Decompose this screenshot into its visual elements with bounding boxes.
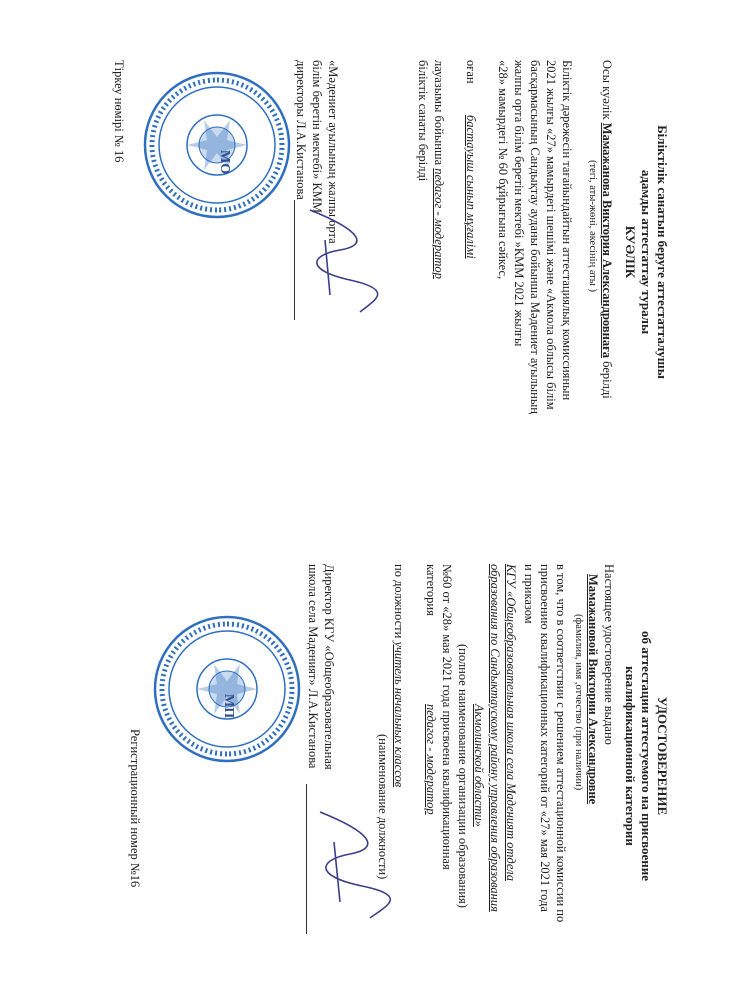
kazakh-issued-name: Мамажанова Виктория Александровнаға <box>600 122 614 358</box>
russian-registration-number: Регистрационный номер №16 <box>128 729 142 888</box>
kazakh-signature <box>300 200 380 320</box>
kazakh-issued-line <box>599 60 614 399</box>
kazakh-body-line3: басқармасының Сандықтау ауданы бойынша Мәдениет ауылының <box>528 60 542 414</box>
russian-position-line <box>391 564 406 787</box>
russian-category-value: педагог - модератор <box>424 704 438 815</box>
russian-position-label: по должности <box>392 564 406 639</box>
kazakh-stamp-mark: МО <box>217 150 232 175</box>
kazakh-registration-number: Тіркеу нөмірі № 16 <box>112 60 126 163</box>
russian-signature <box>308 804 392 924</box>
kazakh-position-label: оған <box>464 60 478 84</box>
russian-body-line3: и приказом <box>522 564 536 624</box>
kazakh-director-line2: білім беретін мектебі» КММ <box>310 60 324 214</box>
kazakh-signature-line <box>294 200 295 320</box>
kazakh-category-prefix: лауазымы бойынша <box>432 60 446 166</box>
russian-issued-name: Мамажановой Виктории Александровне <box>586 574 600 805</box>
russian-issued-prefix: Настоящее удостоверение выдано <box>602 564 616 745</box>
russian-director-line1: Директор КГУ «Общеобразовательная <box>322 564 336 770</box>
russian-certificate <box>0 504 732 1008</box>
kazakh-title-line2: адамды аттестаттау туралы <box>639 169 654 335</box>
kazakh-position-value: бастауыш сынып мұғалімі <box>464 115 478 259</box>
kazakh-body-line4: жалпы орта білім беретін мектебі »КММ 2021 жылғы <box>512 60 526 347</box>
kazakh-name-caption: (тегі, аты-жөні, әкесінің аты ) <box>587 160 598 292</box>
russian-title-line1: УДОСТОВЕРЕНИЕ <box>655 696 670 816</box>
russian-signature-line <box>306 784 307 934</box>
russian-org-caption: (полное наименование организации образования) <box>456 644 470 908</box>
kazakh-body-line2: 2021 жылғы «27» мамырдегі шешімі және «Акмола облысы білім <box>544 60 558 410</box>
russian-title-line3: квалификационной категории <box>623 666 638 846</box>
russian-stamp-mark: МП <box>221 694 236 719</box>
kazakh-category-line <box>431 60 446 279</box>
russian-official-seal <box>152 614 302 764</box>
russian-name-caption: (фамилия, имя ,отчество (при наличии) <box>573 614 584 791</box>
russian-director-line2: школа села Маденият» Л.А.Кистанова <box>306 564 320 769</box>
russian-category-label: категория <box>424 564 438 616</box>
kazakh-body-line1: Біліктік дәрежесін тағайындайтын аттестациялық комиссиянын <box>560 60 574 401</box>
kazakh-official-seal <box>142 70 292 220</box>
russian-org-line3: Акмолинской области» <box>472 704 486 827</box>
russian-body-line2: присвоению квалификационных категорий от «27» мая 2021 года <box>538 564 552 912</box>
russian-org-line2: образования по Сандыктаускому району управления образования <box>488 564 502 912</box>
kazakh-title-line1: Біліктілік санатын беруге аттестатталушы <box>655 125 670 379</box>
kazakh-issued-suffix: берілді <box>600 361 614 399</box>
kazakh-director-line3: директоры Л.А.Кистанова <box>294 60 308 200</box>
kazakh-director-line1: «Мәдениет ауылының жалпы орта <box>326 60 340 244</box>
russian-body-line1: в том, что в соответствии с решением аттестационной комиссии по <box>554 564 568 923</box>
kazakh-category-value: педагог - модератор <box>432 168 446 279</box>
russian-org-line1: КГУ «Общеобразовательная школа села Маденият отдела <box>504 564 518 881</box>
russian-title-line2: об аттестации аттестуемого на присвоение <box>639 630 654 882</box>
kazakh-body-line5: «28» мамырдегі № 60 бұйрығына сәйкес, <box>496 60 510 280</box>
kazakh-category-suffix: біліктік санаты берілді <box>416 60 430 182</box>
russian-position-value: учитель начальных классов <box>392 641 406 788</box>
russian-position-caption: (наименование должности) <box>376 734 390 880</box>
russian-order-text: №60 от «28» мая 2021 года присвоена квалификационная <box>440 564 454 870</box>
kazakh-issued-prefix: Осы куәлік <box>600 60 614 120</box>
kazakh-title-line3: КУӘЛІК <box>623 225 638 279</box>
